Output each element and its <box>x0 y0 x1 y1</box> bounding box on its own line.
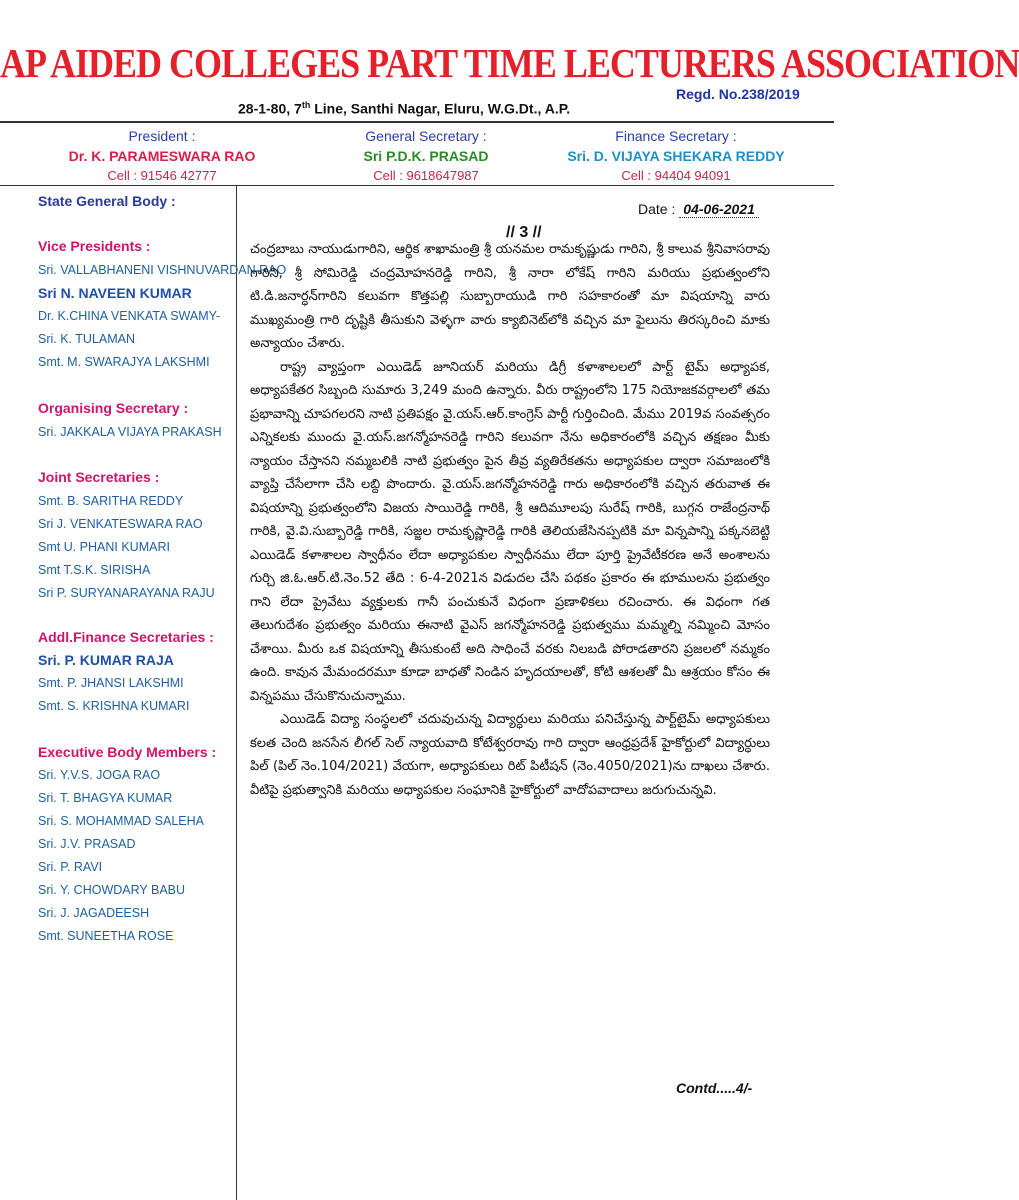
section-heading-vice-presidents: Vice Presidents : <box>38 238 151 254</box>
member-name: Sri P. SURYANARAYANA RAJU <box>38 586 215 600</box>
section-heading-organising-secretary: Organising Secretary : <box>38 400 189 416</box>
state-general-body-heading: State General Body : <box>38 193 176 209</box>
member-name: Sri. JAKKALA VIJAYA PRAKASH <box>38 425 222 439</box>
officer-role: General Secretary : <box>365 128 487 144</box>
officer-name: Sri P.D.K. PRASAD <box>363 148 489 164</box>
office-bearer-finance-secretary <box>546 126 806 186</box>
member-name: Smt. B. SARITHA REDDY <box>38 494 184 508</box>
section-heading-executive-body: Executive Body Members : <box>38 744 217 760</box>
member-name: Sri. S. MOHAMMAD SALEHA <box>38 814 204 828</box>
section-heading-addl-finance-secretaries: Addl.Finance Secretaries : <box>38 629 214 645</box>
page-number-marker: // 3 // <box>506 224 542 241</box>
body-paragraph: రాష్ట్ర వ్యాప్తంగా ఎయిడెడ్ జూనియర్ మరియు డిగ్రీ కళాశాలలలో పార్ట్ టైమ్ అధ్యాపక, అధ్యాపకేతర సిబ్బంది సుమారు 3,249 మంది ఉన్నారు. వీరు రాష్ట్రంలోని 175 నియోజకవర్గాలలో తమ ప్రభావాన్ని చూపగలరని నాటి ప్రతిపక్షం వై.యస్.ఆర్.కాంగ్రెస్ పార్టీ గుర్తించింది. మేము 2019వ సంవత్సరం ఎన్నికలకు ముందు వై.యస్.జగన్మోహనరెడ్డి గారిని కలువగా నేను అధికారంలోకి వచ్చిన తక్షణం మీకు న్యాయం చేస్తానని నమ్మబలికి నాటి ప్రభుత్వం పైన తీవ్ర వ్యతిరేకతను అధ్యాపకుల ద్వారా సమాజంలోకి వ్యాప్తి చేసేలాగా చేసి లబ్ది పొందారు. వై.యస్.జగన్మోహనరెడ్డి గారు అధికారంలోకి వచ్చిన తరువాత ఈ విషయాన్ని ప్రభుత్వంలోని విజయ సాయిరెడ్డి గారికి, శ్రీ ఆదిమూలపు సురేష్ గారికి, బుగ్గన రాజేంద్రనాథ్ గారికి, వై.వి.సుబ్బారెడ్డి గారికి, సజ్జల రామకృష్ణారెడ్డి గారికి తెలియజేసినప్పటికి మా విన్నపాన్ని పక్కనబెట్టి ఎయిడెడ్ కళాశాలల స్వాధీనం లేదా అధ్యాపకుల స్వాధీనము లేదా పూర్తి ప్రైవేటీకరణ అనే అంశాలను గుర్చి జి.ఓ.ఆర్.టి.నెం.52 తేది : 6-4-2021న విడుదల చేసి పథకం ప్రకారం ఈ భూములను ప్రభుత్వం గాని లేదా ప్రైవేటు వ్యక్తులకు గానీ పంచుకునే విధంగా ప్రణాళికలు రచించారు. ఈ విధంగా గత తెలుగుదేశం ప్రభుత్వం మరియు ఈనాటి వైఎస్ జగన్మోహనరెడ్డి ప్రభుత్వము మమ్మల్ని నమ్మించి మోసం చేశాయి. మీరు ఒక విషయాన్ని తీసుకుంటే అది సాధించే వరకు నిలబడి పోరాడతారని ప్రజలలో నమ్మకం ఉంది. కావున మేమందరమూ కూడా బాధతో నిండిన హృదయాలతో, కోటి ఆశలతో మీ ఆశ్రయం కోసం ఈ విన్నపము చేసుకొనుచున్నాము. <box>250 359 770 704</box>
member-name: Sri. VALLABHANENI VISHNUVARDAN RAO <box>38 263 287 277</box>
member-name: Dr. K.CHINA VENKATA SWAMY- <box>38 309 220 323</box>
registration-number: Regd. No.238/2019 <box>676 86 800 102</box>
member-name: Smt. S. KRISHNA KUMARI <box>38 699 190 713</box>
member-name: Sri. Y.V.S. JOGA RAO <box>38 768 161 782</box>
member-name: Sri. J.V. PRASAD <box>38 837 136 851</box>
member-name: Sri. Y. CHOWDARY BABU <box>38 883 186 897</box>
sidebar-divider <box>236 186 237 1200</box>
continued-note: Contd.....4/- <box>676 1080 753 1096</box>
member-name: Smt. SUNEETHA ROSE <box>38 929 174 943</box>
officer-role: President : <box>128 128 196 144</box>
office-bearer-president <box>32 126 292 186</box>
body-paragraph: చంద్రబాబు నాయుడుగారిని, ఆర్థిక శాఖామంత్రి శ్రీ యనమల రామకృష్ణుడు గారిని, శ్రీ కాలువ శ్రీనివాసరావు గారిని, శ్రీ సోమిరెడ్డి చంద్రమోహనరెడ్డి గారిని, శ్రీ నారా లోకేష్ గారిని మరియు ప్రభుత్వంలోని టి.డి.జనార్ధన్‌గారిని కలువగా కొత్తపల్లి సుబ్బారాయుడి గారి సహకారంతో మా విషయాన్ని వారు ముఖ్యమంత్రి గారి దృష్టికి తీసుకుని వెళ్ళగా వారు క్యాబినెట్‌లోకి వచ్చిన మా ఫైలును తిరస్కరించి మాకు అన్యాయం చేశారు. <box>250 242 770 351</box>
member-name: Smt. M. SWARAJYA LAKSHMI <box>38 355 210 369</box>
member-name: Smt T.S.K. SIRISHA <box>38 563 151 577</box>
date-label: Date : <box>638 201 676 217</box>
member-name: Sri. T. BHAGYA KUMAR <box>38 791 173 805</box>
member-name: Sri. P. RAVI <box>38 860 103 874</box>
address: 28-1-80, 7th Line, Santhi Nagar, Eluru, W.G.Dt., A.P. <box>238 100 571 117</box>
office-bearer-general-secretary <box>296 126 556 186</box>
officer-cell: Cell : 91546 42777 <box>107 168 217 183</box>
officer-name: Sri. D. VIJAYA SHEKARA REDDY <box>567 148 785 164</box>
member-name: Smt. P. JHANSI LAKSHMI <box>38 676 184 690</box>
officer-cell: Cell : 94404 94091 <box>621 168 731 183</box>
officer-name: Dr. K. PARAMESWARA RAO <box>68 148 256 164</box>
member-name: Sri J. VENKATESWARA RAO <box>38 517 203 531</box>
officers-divider <box>0 185 834 186</box>
section-heading-joint-secretaries: Joint Secretaries : <box>38 469 160 485</box>
letter-date <box>638 201 759 217</box>
header-divider <box>0 121 834 123</box>
body-paragraph: ఎయిడెడ్ విద్యా సంస్థలలో చదువుచున్న విద్యార్ధులు మరియు పనిచేస్తున్న పార్ట్‌టైమ్ అధ్యాపకులు కలత చెంది జనసేన లీగల్ సెల్ న్యాయవాది కోటేశ్వరరావు గారి ద్వారా ఆంధ్రప్రదేశ్ హైకోర్టులో విద్యార్ధులు పిల్ (పిల్ నెం.104/2021) వేయగా, అధ్యాపకులు రిట్ పిటీషన్ (నెం.4050/2021)ను దాఖలు చేశారు. వీటిపై ప్రభుత్వానికి మరియు అధ్యాపకుల సంఘానికి హైకోర్టులో వాదోపవాదాలు జరుగుచున్నవి. <box>250 712 770 798</box>
date-value: 04-06-2021 <box>679 201 759 218</box>
association-title: AP AIDED COLLEGES PART TIME LECTURERS ASSOCIATION <box>0 40 1019 86</box>
member-name: Sri. J. JAGADEESH <box>38 906 150 920</box>
member-name: Smt U. PHANI KUMARI <box>38 540 170 554</box>
officer-role: Finance Secretary : <box>615 128 737 144</box>
officer-cell: Cell : 9618647987 <box>373 168 479 183</box>
letter-body <box>250 238 770 802</box>
member-name: Sri N. NAVEEN KUMAR <box>38 285 192 301</box>
member-name: Sri. P. KUMAR RAJA <box>38 652 174 668</box>
member-name: Sri. K. TULAMAN <box>38 332 136 346</box>
